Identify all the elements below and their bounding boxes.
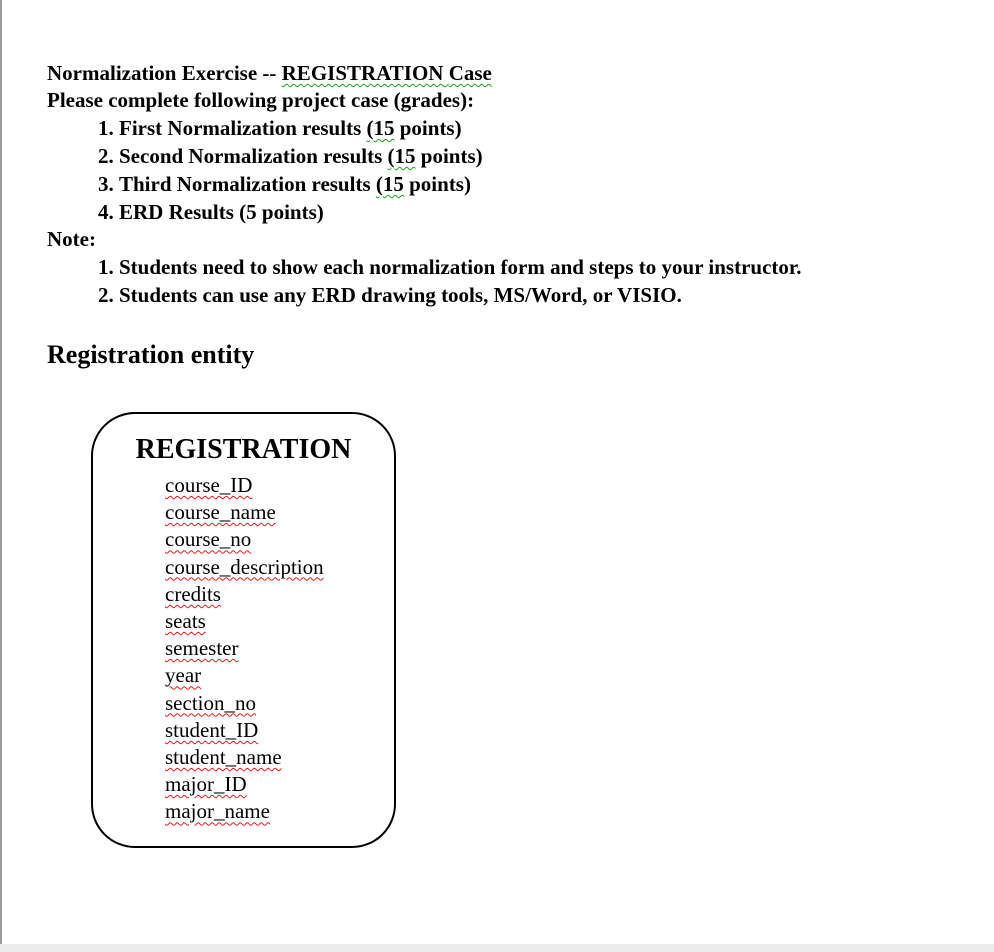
task-item: 4. ERD Results (5 points) [119, 198, 967, 226]
entity-attribute: course_ID [165, 473, 253, 497]
intro-line: Please complete following project case (grades): [47, 88, 475, 112]
entity-attribute: course_description [165, 554, 324, 579]
title-case-name: REGISTRATION [281, 61, 444, 85]
task-item: 3. Third Normalization results (15 points) [119, 170, 967, 198]
note-item: 1. Students need to show each normalization form and steps to your instructor. [119, 253, 967, 281]
entity-attribute: major_name [165, 799, 270, 824]
document-body [47, 60, 967, 309]
section-heading: Registration entity [47, 340, 255, 369]
note-label: Note: [47, 227, 96, 251]
entity-attribute: credits [165, 581, 221, 606]
document-title: Normalization Exercise -- REGISTRATION Case [47, 61, 492, 85]
entity-attribute: course_name [165, 500, 276, 525]
page-bottom-edge [0, 944, 994, 952]
entity-attribute: year [165, 663, 202, 688]
entity-attribute: student_ID [165, 717, 259, 742]
task-item: 2. Second Normalization results (15 points) [119, 142, 967, 170]
entity-attribute: semester [165, 636, 239, 661]
title-case-word: Case [448, 61, 492, 85]
entity-name: REGISTRATION [135, 434, 352, 465]
note-item: 2. Students can use any ERD drawing tools, MS/Word, or VISIO. [119, 281, 967, 309]
entity-attribute-list [165, 472, 324, 826]
entity-attribute: student_name [165, 745, 282, 770]
entity-attribute: major_ID [165, 772, 247, 797]
entity-attribute: course_no [165, 527, 252, 552]
entity-attribute: section_no [165, 690, 256, 715]
task-item: 1. First Normalization results (15 points) [119, 114, 967, 142]
entity-attribute: seats [165, 609, 206, 634]
registration-entity-box [91, 412, 396, 848]
note-list [47, 253, 967, 309]
page-left-border [0, 0, 2, 952]
task-list [47, 114, 967, 226]
